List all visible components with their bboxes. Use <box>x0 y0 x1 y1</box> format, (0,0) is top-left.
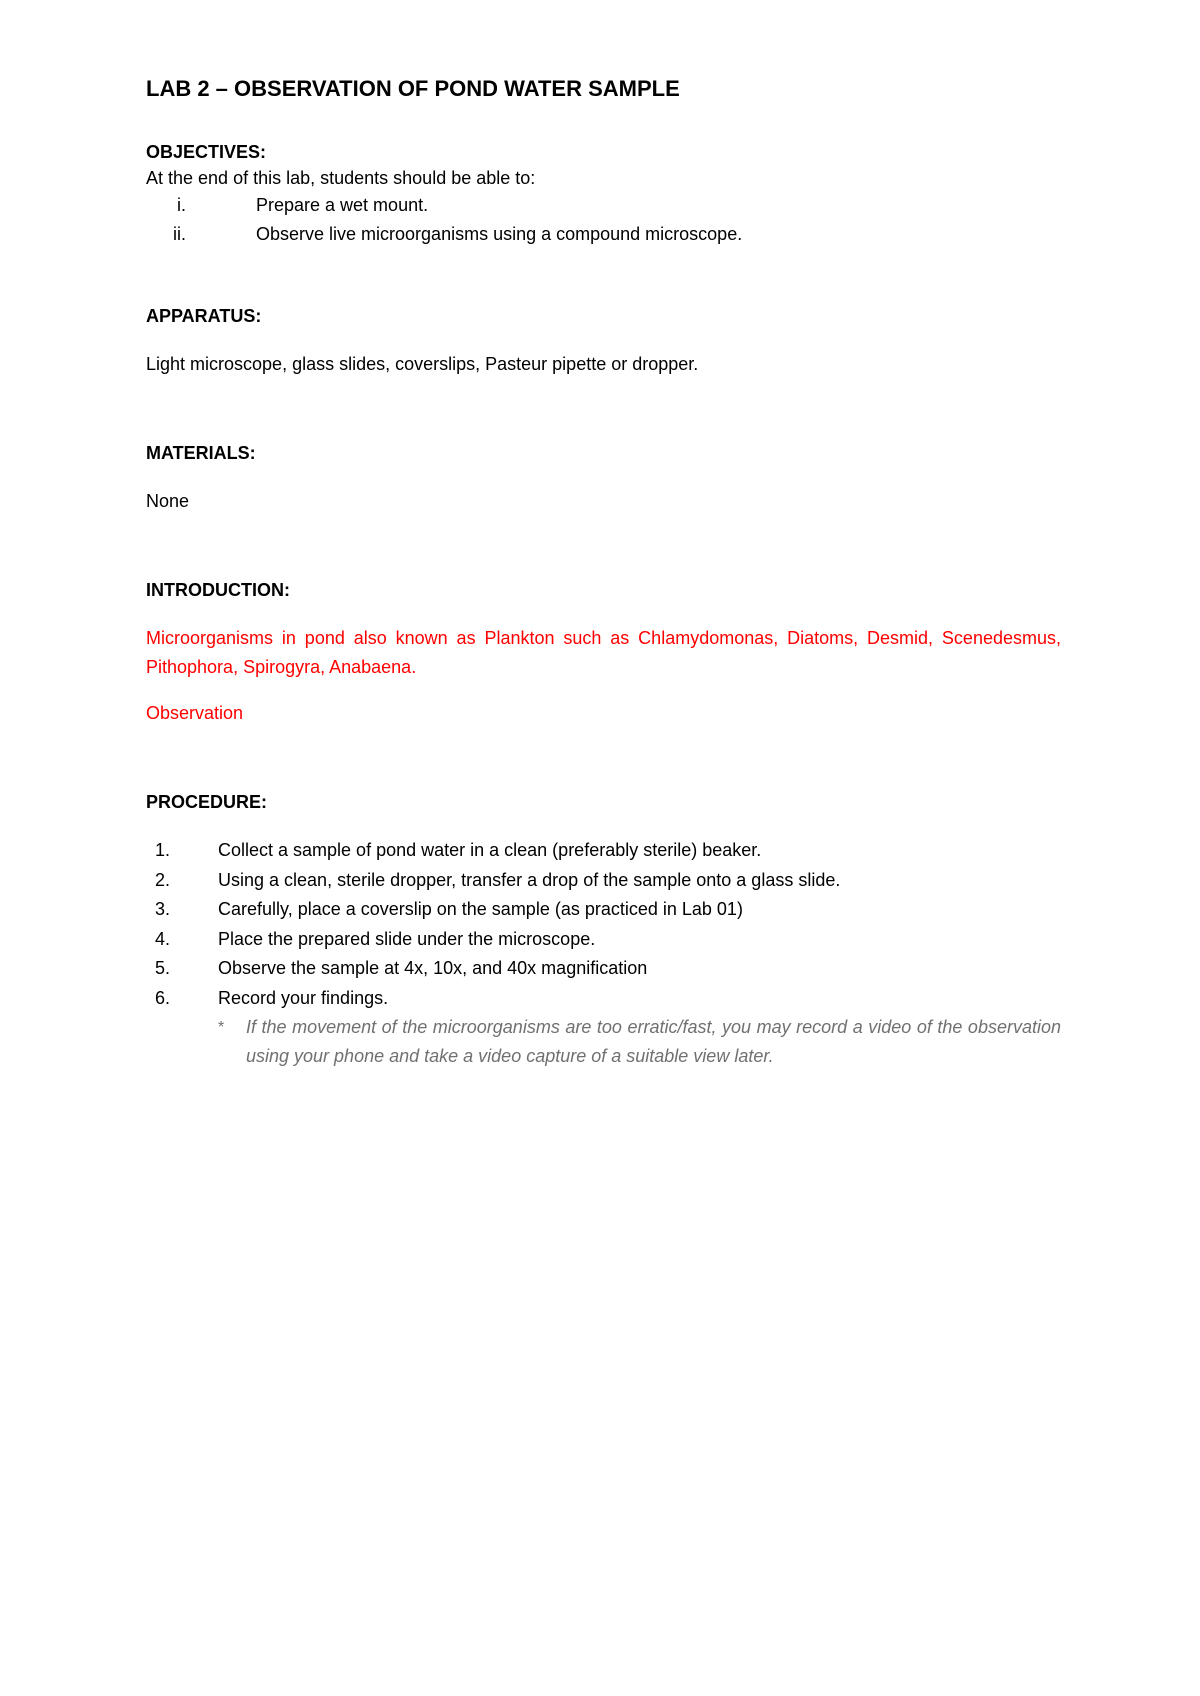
list-item <box>146 836 762 866</box>
note-text: If the movement of the microorganisms are too erratic/fast, you may record a video of the observation using your phone and take a video capture of a suitable view later. <box>246 1017 1061 1066</box>
list-item-text: Observe live microorganisms using a compound microscope. <box>256 224 743 244</box>
objectives-intro: At the end of this lab, students should be able to: <box>146 168 536 188</box>
list-item <box>146 866 841 896</box>
list-item <box>146 220 743 249</box>
list-item-number: 1. <box>154 840 170 860</box>
list-item-number: 6. <box>154 987 170 1008</box>
list-item-number: ii. <box>173 224 186 244</box>
apparatus-text: Light microscope, glass slides, coverslips, Pasteur pipette or dropper. <box>146 354 699 374</box>
list-item <box>146 954 648 984</box>
list-item-text: Place the prepared slide under the microscope. <box>218 928 596 949</box>
list-item-text: Using a clean, sterile dropper, transfer a drop of the sample onto a glass slide. <box>218 869 841 890</box>
list-item-number: 3. <box>154 899 170 919</box>
document-title: LAB 2 – OBSERVATION OF POND WATER SAMPLE <box>146 76 680 101</box>
introduction-paragraph: Microorganisms in pond also known as Plankton such as Chlamydomonas, Diatoms, Desmid, Scenedesmus, Pithophora, Spirogyra, Anabaena. <box>146 628 1061 677</box>
apparatus-heading: APPARATUS: <box>146 306 262 326</box>
note-marker: * <box>218 1019 225 1036</box>
materials-text: None <box>146 491 190 511</box>
introduction-heading: INTRODUCTION: <box>146 580 290 600</box>
list-item-number: 2. <box>154 869 170 890</box>
procedure-heading: PROCEDURE: <box>146 792 268 812</box>
procedure-note <box>218 1013 1061 1071</box>
objectives-heading: OBJECTIVES: <box>146 142 267 162</box>
procedure-list <box>146 836 841 1013</box>
list-item-text: Observe the sample at 4x, 10x, and 40x magnification <box>218 958 648 978</box>
list-item-text: Prepare a wet mount. <box>256 195 429 215</box>
materials-heading: MATERIALS: <box>146 443 256 463</box>
list-item-text: Collect a sample of pond water in a clean (preferably sterile) beaker. <box>218 840 762 860</box>
introduction-observation: Observation <box>146 703 244 723</box>
list-item <box>146 984 389 1014</box>
list-item-text: Record your findings. <box>218 987 389 1008</box>
list-item-number: i. <box>177 195 186 215</box>
list-item <box>146 925 596 955</box>
list-item-text: Carefully, place a coverslip on the sample (as practiced in Lab 01) <box>218 899 743 919</box>
list-item <box>146 191 429 220</box>
list-item-number: 5. <box>154 958 170 978</box>
list-item-number: 4. <box>154 928 170 949</box>
list-item <box>146 895 743 925</box>
objectives-list <box>146 191 743 249</box>
